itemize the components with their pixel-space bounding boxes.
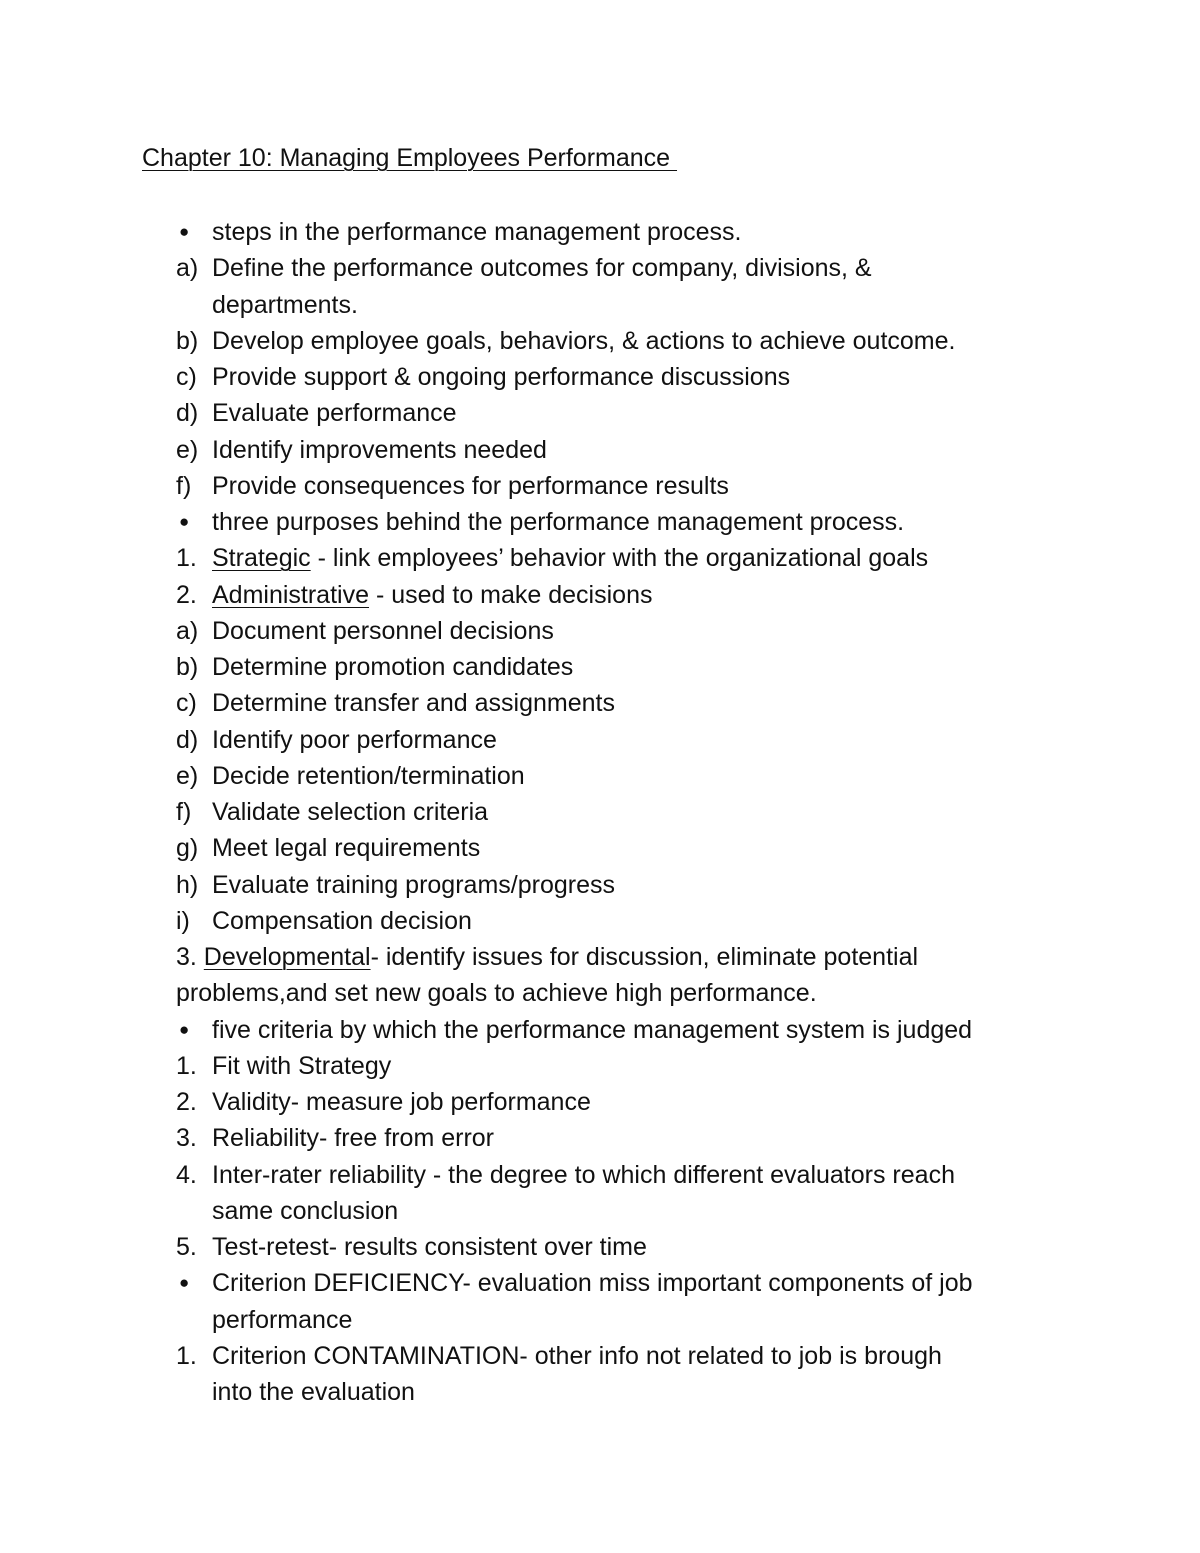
list-marker: e) xyxy=(176,761,199,790)
bullet-text: three purposes behind the performance management process. xyxy=(212,508,905,536)
list-item xyxy=(0,794,1200,830)
list-marker: 5. xyxy=(176,1233,197,1261)
list-marker: 1. xyxy=(176,1051,197,1080)
list-text xyxy=(212,540,928,576)
list-text: Test-retest- results consistent over time xyxy=(212,1233,647,1261)
list-item-strategic xyxy=(0,540,1200,576)
bullet-item xyxy=(0,504,1200,540)
list-marker: a) xyxy=(176,254,199,283)
list-marker: 1. xyxy=(176,1341,197,1370)
list-item xyxy=(0,867,1200,903)
list-item-continuation xyxy=(0,1193,1200,1229)
list-text: Inter-rater reliability - the degree to which different evaluators reach xyxy=(212,1160,955,1189)
list-item xyxy=(0,432,1200,468)
list-marker: 1. xyxy=(176,544,197,573)
list-text: Compensation decision xyxy=(212,906,472,935)
term-administrative: Administrative xyxy=(212,580,369,609)
list-marker: 2. xyxy=(176,580,197,609)
list-item xyxy=(0,613,1200,649)
list-text: Validity- measure job performance xyxy=(212,1088,591,1116)
paragraph-text xyxy=(176,939,918,975)
list-item xyxy=(0,685,1200,721)
list-marker: h) xyxy=(176,870,199,899)
list-text: Document personnel decisions xyxy=(212,616,554,645)
list-item xyxy=(0,722,1200,758)
list-marker: c) xyxy=(176,689,197,718)
list-item-administrative xyxy=(0,577,1200,613)
list-marker: 3. xyxy=(176,1124,197,1153)
list-text: Evaluate training programs/progress xyxy=(212,870,615,899)
list-marker: f) xyxy=(176,798,192,826)
list-marker: 4. xyxy=(176,1160,197,1189)
bullet-text: steps in the performance management process. xyxy=(212,218,742,246)
bullet-text: performance xyxy=(212,1305,353,1334)
list-text: Meet legal requirements xyxy=(212,834,481,863)
list-item xyxy=(0,395,1200,431)
notes-list xyxy=(0,214,1200,1410)
list-text: Validate selection criteria xyxy=(212,798,489,826)
term-definition: - link employees’ behavior with the organizational goals xyxy=(310,544,929,573)
list-item xyxy=(0,468,1200,504)
list-item xyxy=(0,1048,1200,1084)
list-text: Define the performance outcomes for company, divisions, & xyxy=(212,254,872,283)
paragraph-developmental xyxy=(0,939,1200,975)
list-text: into the evaluation xyxy=(212,1378,415,1406)
bullet-text: five criteria by which the performance management system is judged xyxy=(212,1015,973,1044)
list-item-continuation xyxy=(0,287,1200,323)
list-text: same conclusion xyxy=(212,1196,399,1225)
list-item xyxy=(0,758,1200,794)
list-marker: d) xyxy=(176,725,199,754)
list-item xyxy=(0,359,1200,395)
term-developmental: Developmental xyxy=(203,943,371,971)
list-text: Provide support & ongoing performance discussions xyxy=(212,363,791,391)
list-marker: 2. xyxy=(176,1088,197,1116)
paragraph-continuation xyxy=(0,975,1200,1011)
bullet-item xyxy=(0,1265,1200,1301)
list-marker: b) xyxy=(176,653,199,681)
bullet-item xyxy=(0,214,1200,250)
list-marker: a) xyxy=(176,616,199,645)
bullet-item xyxy=(0,1012,1200,1048)
bullet-icon: ● xyxy=(179,1019,190,1039)
list-item xyxy=(0,649,1200,685)
paragraph-prefix: 3. xyxy=(176,943,204,971)
bullet-item-continuation xyxy=(0,1302,1200,1338)
bullet-icon: ● xyxy=(179,1273,190,1293)
list-text: Determine transfer and assignments xyxy=(212,689,615,718)
list-text: Decide retention/termination xyxy=(212,761,525,790)
list-text: Reliability- free from error xyxy=(212,1124,495,1153)
list-text: Determine promotion candidates xyxy=(212,653,574,681)
list-marker: b) xyxy=(176,326,199,355)
list-text: Provide consequences for performance results xyxy=(212,471,729,500)
list-item xyxy=(0,1084,1200,1120)
list-text: Identify improvements needed xyxy=(212,435,547,464)
list-text: Identify poor performance xyxy=(212,725,497,754)
list-item xyxy=(0,1157,1200,1193)
list-marker: e) xyxy=(176,435,199,464)
list-item xyxy=(0,903,1200,939)
bullet-icon: ● xyxy=(179,512,190,531)
list-marker: f) xyxy=(176,471,192,500)
list-item xyxy=(0,1120,1200,1156)
list-text: Criterion CONTAMINATION- other info not related to job is brough xyxy=(212,1341,942,1370)
list-marker: c) xyxy=(176,363,197,391)
list-item xyxy=(0,1229,1200,1265)
list-text: departments. xyxy=(212,290,358,319)
term-definition: - used to make decisions xyxy=(369,580,653,609)
list-text: Develop employee goals, behaviors, & actions to achieve outcome. xyxy=(212,326,956,355)
list-text: Fit with Strategy xyxy=(212,1051,392,1080)
list-item-continuation xyxy=(0,1374,1200,1410)
list-text: Evaluate performance xyxy=(212,399,457,428)
list-item xyxy=(0,830,1200,866)
list-text xyxy=(212,577,652,613)
term-definition: - identify issues for discussion, eliminate potential xyxy=(370,943,919,971)
list-marker: g) xyxy=(176,834,199,863)
list-item xyxy=(0,1338,1200,1374)
bullet-icon: ● xyxy=(179,222,190,241)
paragraph-text: problems,and set new goals to achieve high performance. xyxy=(176,979,817,1008)
list-item xyxy=(0,323,1200,359)
list-item xyxy=(0,250,1200,286)
page-title: Chapter 10: Managing Employees Performance xyxy=(142,144,678,172)
list-marker: d) xyxy=(176,399,199,428)
bullet-text: Criterion DEFICIENCY- evaluation miss important components of job xyxy=(212,1269,973,1298)
list-marker: i) xyxy=(176,906,190,935)
term-strategic: Strategic xyxy=(212,544,311,573)
